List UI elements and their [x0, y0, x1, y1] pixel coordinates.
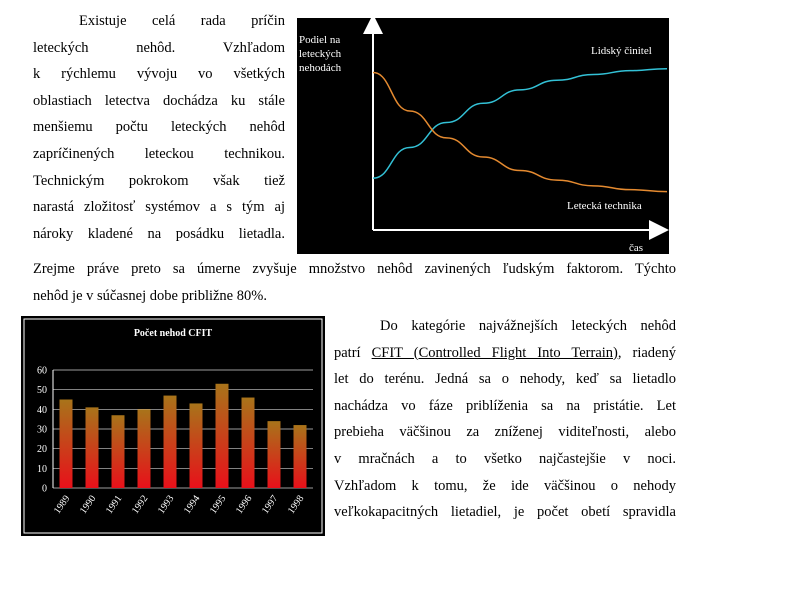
bar-1997: [268, 421, 281, 488]
cfit-link[interactable]: CFIT (Controlled Flight Into Terrain): [371, 344, 618, 361]
y-tick-label: 40: [37, 404, 47, 416]
y-tick-label: 50: [37, 385, 47, 397]
bar-1996: [242, 398, 255, 488]
y-tick-label: 60: [37, 365, 47, 377]
human-vs-technical-factor-chart: [297, 18, 669, 254]
text-line: leteckých nehôd. Vzhľadom: [33, 39, 285, 56]
text-line: Technickým pokrokom však tiež: [33, 172, 285, 189]
x-tick-label: 1992: [129, 493, 151, 517]
text-line: Do kategórie najvážnejších leteckých nehôd: [380, 318, 676, 334]
text-line: veľkokapacitných lietadiel, je počet obetí spravidla: [334, 504, 676, 521]
paragraph-cfit: [334, 313, 676, 526]
bar-1990: [86, 407, 99, 488]
bar-chart-svg: [21, 316, 325, 536]
x-tick-label: 1998: [285, 493, 307, 517]
series-label-human-factor: Lidský činitel: [591, 45, 652, 57]
text-line: patrí CFIT (Controlled Flight Into Terrain), riadený: [334, 344, 676, 361]
y-tick-label: 30: [37, 424, 47, 436]
y-tick-label: 20: [37, 444, 47, 456]
chart-title: Počet nehod CFIT: [133, 328, 213, 339]
text-line: v mračnách a to všetko najčastejšie v noci.: [334, 450, 676, 467]
text-line: menšiemu počtu leteckých nehôd: [33, 119, 285, 136]
bar-1994: [190, 403, 203, 488]
text-line: nachádza vo fáze priblíženia sa na pristátie. Let: [334, 397, 676, 414]
line-chart-svg: [297, 18, 669, 254]
paragraph-aviation-accidents-continued: [33, 256, 676, 309]
text-line: nehôd je v súčasnej dobe približne 80%.: [33, 287, 267, 304]
y-axis-label: Podiel na leteckých nehodách: [299, 34, 342, 74]
text-line: zapríčinených leteckou technikou.: [33, 145, 285, 162]
bar-1993: [164, 396, 177, 488]
series-line-human-factor: [373, 69, 667, 178]
series-label-aircraft-technology: Letecká technika: [567, 200, 642, 212]
x-tick-label: 1995: [207, 493, 229, 517]
x-tick-label: 1990: [77, 493, 99, 517]
bar-1989: [60, 400, 73, 489]
x-tick-label: 1996: [233, 493, 255, 517]
y-tick-label: 10: [37, 463, 47, 475]
paragraph-aviation-accidents: [33, 8, 285, 247]
x-tick-label: 1991: [103, 493, 125, 517]
bar-1992: [138, 409, 151, 488]
bar-1998: [294, 425, 307, 488]
text-line: Existuje celá rada príčin: [79, 13, 285, 29]
cfit-accidents-bar-chart: [21, 316, 325, 536]
text-line: nároky kladené na posádku lietadla.: [33, 225, 285, 242]
x-tick-label: 1994: [181, 493, 203, 517]
text-line: oblastiach letectva dochádza ku stále: [33, 92, 285, 109]
text-line: narastá zložitosť systémov a s tým aj: [33, 199, 285, 216]
text-line: let do terénu. Jedná sa o nehody, keď sa lietadlo: [334, 371, 676, 388]
bar-1991: [112, 415, 125, 488]
text-line: Vzhľadom k tomu, že ide väčšinou o nehody: [334, 477, 676, 494]
text-line: k rýchlemu vývoju vo všetkých: [33, 66, 285, 83]
x-axis-label: čas: [629, 242, 644, 254]
text-line: prebieha väčšinou za zníženej viditeľnosti, alebo: [334, 424, 676, 441]
x-tick-label: 1989: [51, 493, 73, 517]
x-tick-label: 1993: [155, 493, 177, 517]
text-line: Zrejme práve preto sa úmerne zvyšuje množstvo nehôd zavinených ľudským faktorom. Týchto: [33, 261, 676, 277]
bar-1995: [216, 384, 229, 488]
x-tick-label: 1997: [259, 493, 281, 517]
y-tick-label: 0: [42, 483, 47, 495]
